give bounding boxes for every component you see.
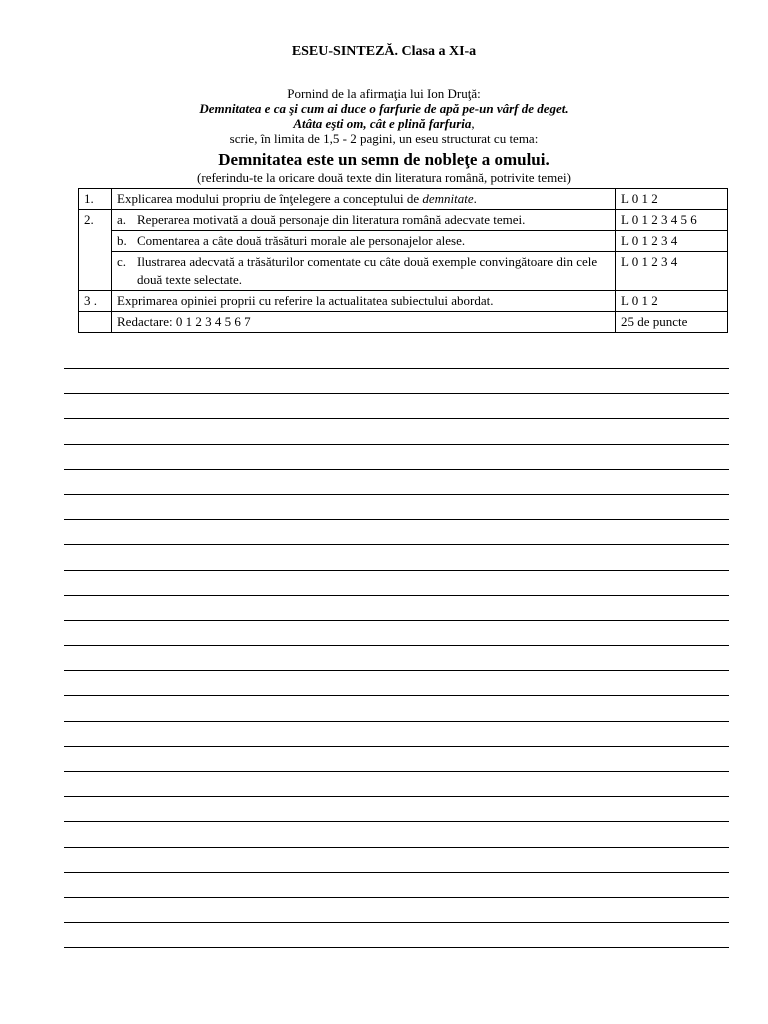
writing-line	[64, 922, 729, 947]
sub-text: Comentarea a câte două trăsături morale ale personajelor alese.	[137, 233, 466, 248]
table-row	[79, 252, 728, 291]
sub-text: Reperarea motivată a două personaje din literatura română adecvate temei.	[137, 212, 526, 227]
writing-line	[64, 595, 729, 620]
score-cell: L 0 1 2	[616, 291, 728, 312]
table-row	[79, 312, 728, 333]
writing-line	[64, 393, 729, 418]
writing-line	[64, 721, 729, 746]
criterion-text: Redactare: 0 1 2 3 4 5 6 7	[112, 312, 616, 333]
row-number-empty	[79, 312, 112, 333]
quote-line-1: Demnitatea e ca şi cum ai duce o farfurie de apă pe-un vârf de deget.	[199, 101, 569, 116]
instruction-line: scrie, în limita de 1,5 - 2 pagini, un eseu structurat cu tema:	[229, 131, 539, 146]
theme-note: (referindu-te la oricare două texte din literatura română, potrivite temei)	[197, 170, 571, 185]
sub-letter: b.	[117, 233, 127, 248]
score-cell: L 0 1 2 3 4	[616, 231, 728, 252]
row-number: 1.	[79, 189, 112, 210]
criterion-text: Exprimarea opiniei proprii cu referire la actualitatea subiectului abordat.	[112, 291, 616, 312]
score-cell: 25 de puncte	[616, 312, 728, 333]
sub-letter: c.	[117, 254, 127, 269]
criterion-emphasis: demnitate	[422, 191, 474, 206]
grading-table	[78, 188, 728, 333]
writing-line	[64, 444, 729, 469]
quote-comma: ,	[471, 116, 475, 131]
writing-line	[64, 670, 729, 695]
table-row	[79, 210, 728, 231]
writing-line	[64, 695, 729, 720]
table-row	[79, 291, 728, 312]
writing-line	[64, 821, 729, 846]
essay-theme: Demnitatea este un semn de nobleţe a omului.	[218, 150, 550, 169]
table-row	[79, 231, 728, 252]
writing-line	[64, 897, 729, 922]
writing-line	[64, 368, 729, 393]
sub-letter: a.	[117, 212, 127, 227]
criterion-text	[112, 231, 616, 252]
score-cell: L 0 1 2	[616, 189, 728, 210]
writing-line	[64, 494, 729, 519]
sub-text: Ilustrarea adecvată a trăsăturilor comentate cu câte două exemple convingătoare din cele două texte selectate.	[137, 254, 598, 287]
row-number: 3 .	[79, 291, 112, 312]
writing-line	[64, 847, 729, 872]
table-row	[79, 189, 728, 210]
criterion-text-part: Explicarea modului propriu de înţelegere a conceptului de	[117, 191, 423, 206]
score-cell: L 0 1 2 3 4	[616, 252, 728, 291]
quote-line-2-text: Atâta eşti om, cât e plină farfuria	[293, 116, 472, 131]
intro-block	[0, 86, 768, 146]
writing-line	[64, 469, 729, 494]
writing-area[interactable]	[64, 368, 729, 973]
criterion-text-end: .	[473, 191, 477, 206]
score-cell: L 0 1 2 3 4 5 6	[616, 210, 728, 231]
criterion-text	[112, 189, 616, 210]
writing-line	[64, 645, 729, 670]
writing-line	[64, 418, 729, 443]
page-title: ESEU-SINTEZĂ. Clasa a XI-a	[291, 44, 477, 59]
writing-line	[64, 872, 729, 897]
writing-line	[64, 570, 729, 595]
writing-line	[64, 620, 729, 645]
intro-line: Pornind de la afirmaţia lui Ion Druţă:	[287, 86, 481, 101]
quote-line-2	[0, 116, 768, 131]
criterion-text	[112, 252, 616, 291]
criterion-text	[112, 210, 616, 231]
writing-line	[64, 544, 729, 569]
writing-line	[64, 796, 729, 821]
row-number: 2.	[79, 210, 112, 291]
writing-line	[64, 771, 729, 796]
writing-line	[64, 519, 729, 544]
writing-line	[64, 947, 729, 972]
writing-line	[64, 746, 729, 771]
